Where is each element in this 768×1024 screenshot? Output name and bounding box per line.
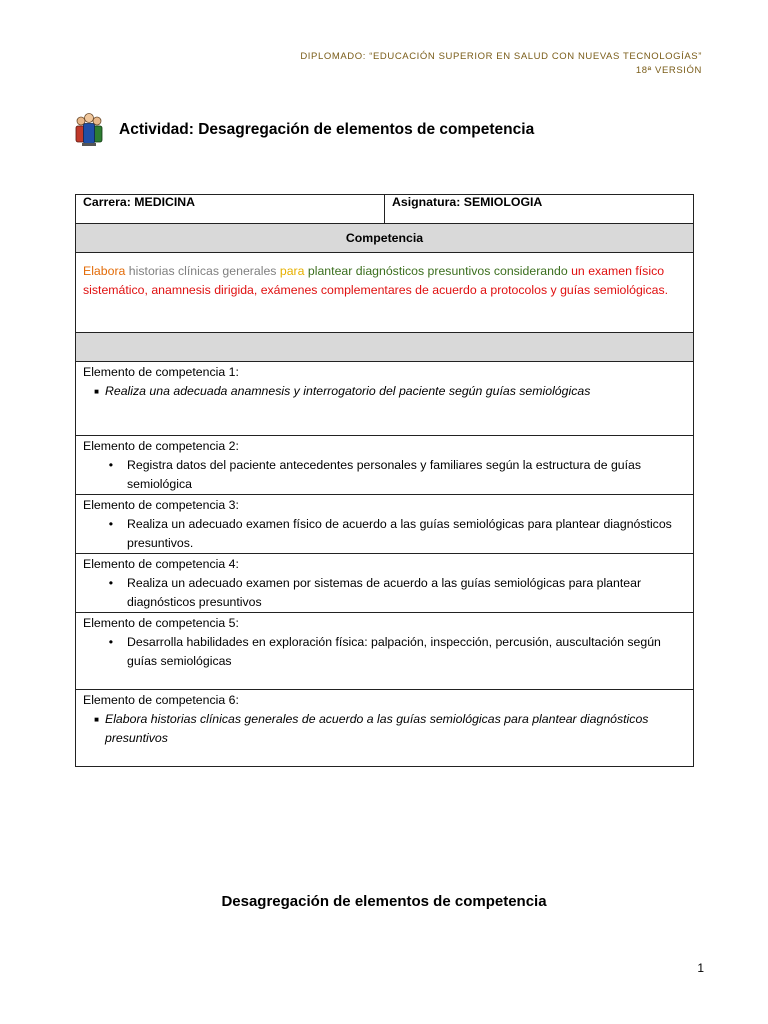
element-row: [76, 495, 694, 554]
people-group-icon: [73, 112, 105, 148]
element-row: [76, 554, 694, 613]
element-cell: [76, 436, 694, 495]
competence-purpose: plantear diagnósticos presuntivos considerando: [304, 264, 572, 278]
header-line-1: DIPLOMADO: “EDUCACIÓN SUPERIOR EN SALUD CON NUEVAS TECNOLOGÍAS”: [300, 51, 702, 62]
competence-table: [75, 194, 694, 767]
element-label: Elemento de competencia 5:: [83, 616, 239, 630]
element-label: Elemento de competencia 4:: [83, 557, 239, 571]
element-text: Elabora historias clínicas generales de acuerdo a las guías semiológicas para plantear diagnósticos presuntivos: [105, 712, 649, 745]
empty-grey-row: [76, 333, 694, 362]
element-cell: [76, 495, 694, 554]
element-item: [83, 382, 686, 401]
element-row: [76, 436, 694, 495]
bullet-icon: •: [108, 635, 113, 649]
element-item: [83, 515, 686, 553]
career-subject-row: [76, 195, 694, 224]
element-text: Realiza un adecuado examen físico de acuerdo a las guías semiológicas para plantear diagnósticos presuntivos.: [127, 517, 672, 550]
competence-object: historias clínicas generales: [125, 264, 280, 278]
square-bullet-icon: ■: [94, 387, 99, 396]
element-cell: [76, 362, 694, 436]
career-cell: Carrera: MEDICINA: [76, 195, 385, 224]
competence-text: [76, 253, 694, 333]
element-label: Elemento de competencia 2:: [83, 439, 239, 453]
bullet-icon: •: [108, 458, 113, 472]
element-text: Realiza una adecuada anamnesis y interrogatorio del paciente según guías semiológicas: [105, 384, 591, 398]
subject-cell: Asignatura: SEMIOLOGIA: [385, 195, 694, 224]
competence-purpose-word: para: [279, 264, 305, 278]
competence-condition: un examen físico sistemático, anamnesis dirigida, exámenes complementares de acuerdo a protocolos y guías semiológicas.: [83, 264, 669, 297]
document-header: [300, 50, 702, 78]
element-label: Elemento de competencia 1:: [83, 365, 239, 379]
element-label: Elemento de competencia 3:: [83, 498, 239, 512]
element-cell: [76, 554, 694, 613]
header-line-2: 18ª VERSIÓN: [635, 65, 702, 76]
element-text: Registra datos del paciente antecedentes personales y familiares según la estructura de guías semiológica: [127, 458, 642, 491]
competence-verb: Elabora: [83, 264, 126, 278]
element-item: [83, 710, 686, 748]
empty-grey-cell: [76, 333, 694, 362]
element-cell: [76, 690, 694, 767]
element-item: [83, 633, 686, 671]
element-cell: [76, 613, 694, 690]
bullet-icon: •: [108, 517, 113, 531]
competence-label: Competencia: [76, 224, 694, 253]
element-text: Desarrolla habilidades en exploración física: palpación, inspección, percusión, auscultación según guías semiológicas: [127, 635, 661, 668]
bullet-icon: •: [108, 576, 113, 590]
section-subtitle: Desagregación de elementos de competencia: [221, 893, 547, 910]
element-item: [83, 574, 686, 612]
element-item: [83, 456, 686, 494]
title-row: [73, 112, 534, 148]
page-number: 1: [697, 961, 704, 975]
element-text: Realiza un adecuado examen por sistemas de acuerdo a las guías semiológicas para plantear diagnósticos presuntivos: [127, 576, 642, 609]
element-row: [76, 690, 694, 767]
competence-header-row: [76, 224, 694, 253]
competence-text-row: [76, 253, 694, 333]
element-row: [76, 613, 694, 690]
square-bullet-icon: ■: [94, 715, 99, 724]
element-label: Elemento de competencia 6:: [83, 693, 239, 707]
page-title: Actividad: Desagregación de elementos de competencia: [119, 121, 535, 138]
element-row: [76, 362, 694, 436]
